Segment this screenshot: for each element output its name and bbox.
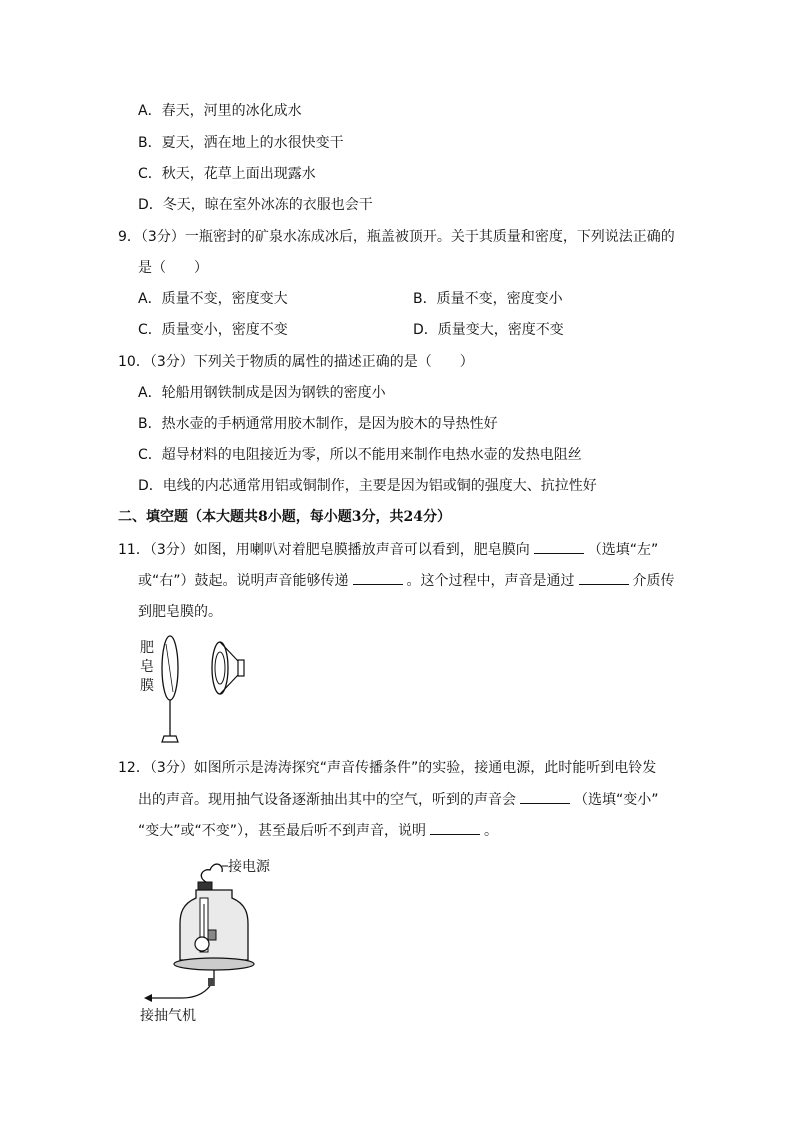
- q9-option-d: D．质量变大，密度不变: [413, 322, 564, 338]
- q11-line2-text-b: 。这个过程中，声音是通过: [406, 573, 575, 589]
- q11-line1-text-a: 11．（3分）如图，用喇叭对着肥皂膜播放声音可以看到，肥皂膜向: [118, 542, 530, 558]
- fig-label-zao: 皂: [140, 659, 154, 675]
- fig-label-power: 接电源: [228, 859, 270, 875]
- q12-line3-text-a: “变大”或“不变”），甚至最后听不到声音，说明: [138, 823, 427, 839]
- q11-line2: [138, 570, 675, 591]
- bell-jar: [180, 882, 248, 960]
- q10-option-b: B．热水壶的手柄通常用胶木制作，是因为胶木的导热性好: [138, 416, 498, 432]
- q12-blank-2: [430, 820, 480, 835]
- q12-line3-text-b: 。: [484, 823, 499, 839]
- q9-option-a: A．质量不变，密度变大: [138, 291, 288, 307]
- q12-line2-text-a: 出的声音。现用抽气设备逐渐抽出其中的空气，听到的声音会: [138, 792, 516, 808]
- power-wire: [201, 864, 228, 882]
- q11-blank-1: [534, 539, 584, 554]
- q12-line2: [138, 789, 659, 810]
- soap-film-frame: [162, 636, 178, 742]
- pump-arrow-icon: [144, 986, 210, 1002]
- q8-option-c: C．秋天，花草上面出现露水: [138, 166, 316, 182]
- speaker-icon: [212, 642, 244, 694]
- q11-figure: [136, 630, 256, 748]
- q8-option-d: D．冬天，晾在室外冰冻的衣服也会干: [138, 197, 373, 213]
- q12-line3: [138, 820, 498, 841]
- q11-blank-2: [353, 570, 403, 585]
- q10-option-c: C．超导材料的电阻接近为零，所以不能用来制作电热水壶的发热电阻丝: [138, 447, 582, 463]
- q10-stem: 10．（3分）下列关于物质的属性的描述正确的是（ ）: [118, 354, 474, 370]
- q11-line1: [118, 539, 658, 560]
- q12-figure: [138, 852, 288, 1027]
- q12-line1: 12．（3分）如图所示是涛涛探究“声音传播条件”的实验，接通电源，此时能听到电铃发: [118, 760, 657, 776]
- q12-line2-text-b: （选填“变小”: [574, 792, 659, 808]
- q11-line2-text-a: 或“右”）鼓起。说明声音能够传递: [138, 573, 349, 589]
- fig-label-fei: 肥: [140, 640, 154, 656]
- q9-stem-line2: 是（ ）: [138, 260, 208, 276]
- q11-line3: 到肥皂膜的。: [138, 604, 222, 620]
- q11-line1-text-b: （选填“左”: [587, 542, 659, 558]
- section-title: 二、填空题（本大题共8小题，每小题3分，共24分）: [118, 509, 451, 525]
- jar-base-plate: [174, 958, 254, 986]
- q9-option-b: B．质量不变，密度变小: [413, 291, 563, 307]
- fig-label-pump: 接抽气机: [140, 1008, 196, 1024]
- q8-option-a: A．春天，河里的冰化成水: [138, 103, 302, 119]
- q8-option-b: B．夏天，洒在地上的水很快变干: [138, 135, 344, 151]
- q9-option-c: C．质量变小，密度不变: [138, 322, 288, 338]
- q10-option-d: D．电线的内芯通常用铝或铜制作，主要是因为铝或铜的强度大、抗拉性好: [138, 478, 597, 494]
- q11-line2-text-c: 介质传: [632, 573, 675, 589]
- fig-label-mo: 膜: [140, 678, 154, 694]
- q12-blank-1: [520, 789, 570, 804]
- q11-blank-3: [579, 570, 629, 585]
- q10-option-a: A．轮船用钢铁制成是因为钢铁的密度小: [138, 385, 386, 401]
- q9-stem-line1: 9．（3分）一瓶密封的矿泉水冻成冰后，瓶盖被顶开。关于其质量和密度，下列说法正确的: [118, 229, 675, 245]
